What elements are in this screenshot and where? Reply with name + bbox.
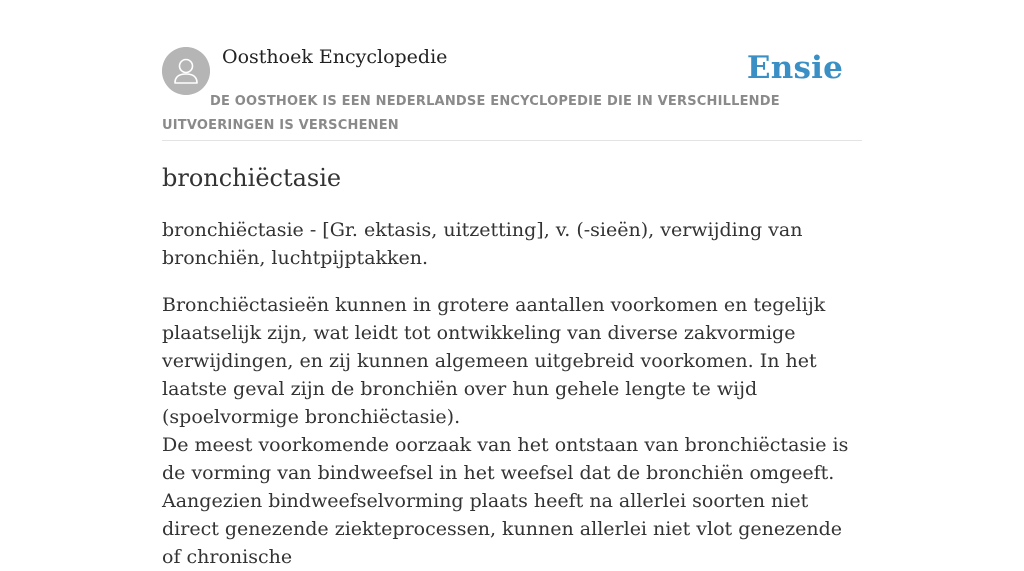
page-container bbox=[162, 0, 862, 568]
article-body-paragraph-2: De meest voorkomende oorzaak van het ontstaan van bronchiëctasie is de vorming van bindweefsel in het weefsel dat de bronchiën omgeeft. Aangezien bindweefselvorming plaats heeft na allerlei soorten niet direct genezende ziekteprocessen, kunnen allerlei niet vlot genezende of chronische bbox=[162, 434, 849, 568]
article-body-paragraph-1: Bronchiëctasieën kunnen in grotere aantallen voorkomen en tegelijk plaatselijk zijn, wat leidt tot ontwikkeling van diverse zakvormige verwijdingen, en zij kunnen algemeen uitgebreid voorkomen. In het laatste geval zijn de bronchiën over hun gehele lengte te wijd (spoelvormige bronchiëctasie). bbox=[162, 294, 826, 428]
article-title: bronchiëctasie bbox=[162, 164, 342, 192]
site-tagline: DE OOSTHOEK IS EEN NEDERLANDSE ENCYCLOPEDIE DIE IN VERSCHILLENDE UITVOERINGEN IS VERSCHENEN bbox=[162, 94, 780, 133]
site-header bbox=[162, 0, 862, 141]
ensie-logo[interactable]: Ensie bbox=[746, 50, 843, 86]
site-title[interactable]: Oosthoek Encyclopedie bbox=[222, 46, 448, 68]
article-definition: bronchiëctasie - [Gr. ektasis, uitzetting], v. (-sieën), verwijding van bronchiën, luchtpijptakken. bbox=[162, 219, 803, 269]
user-avatar-icon[interactable] bbox=[162, 47, 210, 95]
article bbox=[162, 160, 862, 571]
